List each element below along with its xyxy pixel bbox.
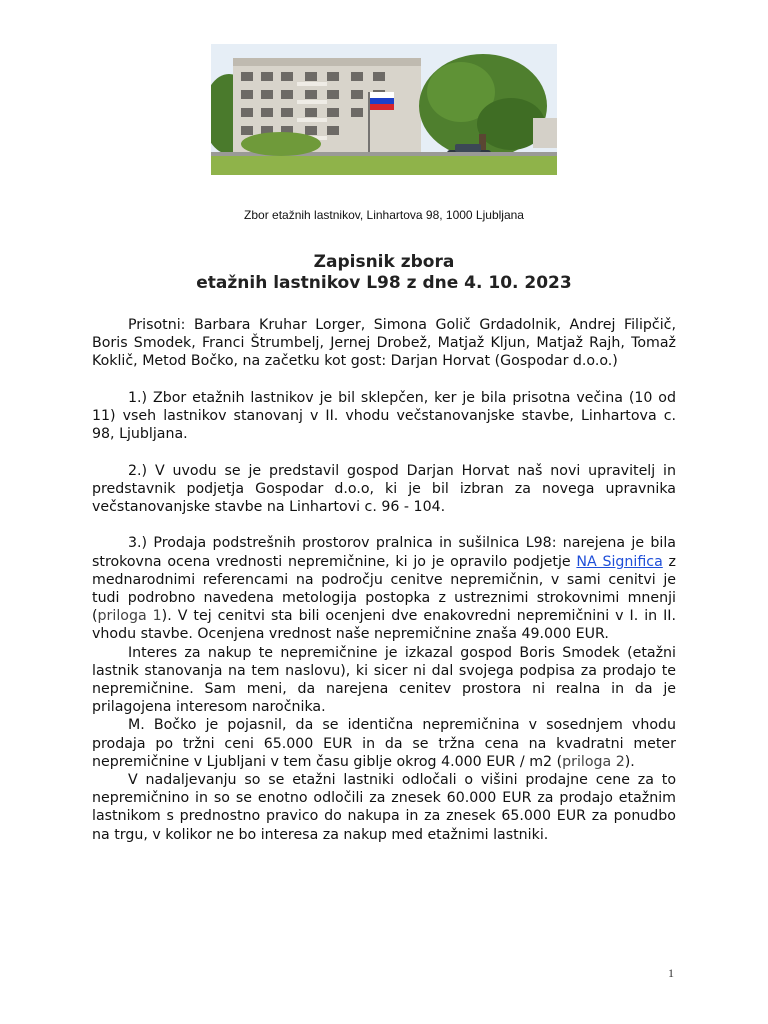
attachment-1-reference: priloga 1 — [97, 608, 162, 625]
item-3-text-c: ). V tej cenitvi sta bili ocenjeni dve enakovredni nepremičnini v I. in II. vhodu stavbe. Ocenjena vrednost naše nepremičnine znaša 49.000 EUR. — [92, 608, 676, 643]
item-1-paragraph: 1.) Zbor etažnih lastnikov je bil sklepčen, ker je bila prisotna večina (10 od 11) vseh lastnikov stanovanj v II. vhodu večstanovanjske stavbe, Linhartova c. 98, Ljubljana. — [92, 389, 676, 443]
attachment-2-reference: priloga 2 — [562, 753, 625, 770]
header-photo — [211, 44, 557, 175]
item-3-text-b: z mednarodnimi referencami na področju cenitve nepremičnin, v sami cenitvi je tudi podrobno navedena metologija postopka z ustreznimi strokovnimi mnenji ( — [92, 553, 676, 625]
bocko-paragraph — [92, 716, 676, 771]
item-2-paragraph: 2.) V uvodu se je predstavil gospod Darjan Horvat naš novi upravitelj in predstavnik podjetja Gospodar d.o.o, ki je bil izbran za novega upravnika večstanovanjske stavbe na Linhartovi c. 96 - 104. — [92, 462, 676, 515]
interest-paragraph: Interes za nakup te nepremičnine je izkazal gospod Boris Smodek (etažni lastnik stanovanja na tem naslovu), ki sicer ni dal svojega podpisa za prodajo te nepremičnine. Sam meni, da narejena cenitev prostora ni realna in da je prilagojena interesom naročnika. — [92, 644, 676, 716]
price-decision-paragraph: V nadaljevanju so se etažni lastniki odločali o višini prodajne cene za to nepremičnino in so se enotno odločili za znesek 60.000 EUR za prodajo etažnim lastnikom s prednostno pravico do nakupa in za znesek 65.000 EUR za ponudbo na trgu, v kolikor ne bo interesa za nakup med etažnimi lastniki. — [92, 772, 676, 843]
bocko-text-b: ). — [624, 753, 635, 770]
document-body — [92, 316, 676, 844]
na-significa-link[interactable]: NA Significa — [576, 553, 663, 570]
item-3-paragraph — [92, 534, 676, 643]
title-line-1: Zapisnik zbora — [313, 252, 455, 272]
attendees-paragraph: Prisotni: Barbara Kruhar Lorger, Simona Golič Grdadolnik, Andrej Filipčič, Boris Smodek, Franci Štrumbelj, Jernej Drobež, Matjaž Kljun, Matjaž Rajh, Tomaž Koklič, Metod Bočko, na začetku kot gost: Darjan Horvat (Gospodar d.o.o.) — [92, 317, 676, 370]
page-number: 1 — [668, 966, 674, 980]
document-title — [0, 252, 768, 294]
item-3-text-a: 3.) Prodaja podstrešnih prostorov pralnica in sušilnica L98: narejena je bila strokovna ocena vrednosti nepremičnine, ki jo je opravilo podjetje — [92, 535, 676, 570]
building-photo-illustration — [211, 44, 557, 175]
bocko-text-a: M. Bočko je pojasnil, da se identična nepremičnina v sosednjem vhodu prodaja po tržni ceni 65.000 EUR in da se tržna cena na kvadratni meter nepremičnine v Ljubljani v tem času giblje okrog 4.000 EUR / m2 ( — [92, 717, 676, 770]
title-line-2: etažnih lastnikov L98 z dne 4. 10. 2023 — [196, 273, 572, 293]
organization-line: Zbor etažnih lastnikov, Linhartova 98, 1000 Ljubljana — [244, 208, 524, 222]
